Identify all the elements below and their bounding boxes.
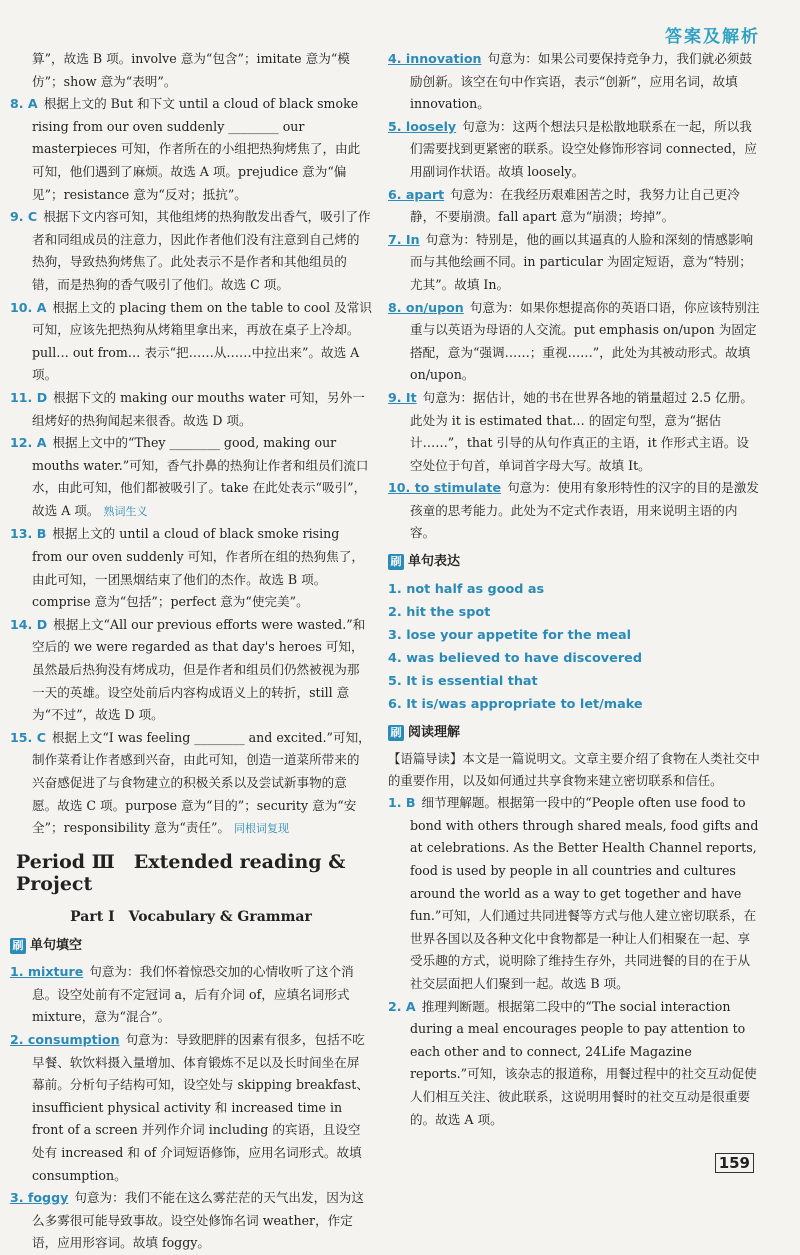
section-badge-icon: 刷	[388, 725, 404, 741]
answer-text: 句意为：特别是，他的画以其逼真的人脸和深刻的情感影响而与其他绘画不同。in particular 为固定短语，意为“特别；尤其”。故填 In。	[410, 231, 754, 292]
left-column	[10, 48, 372, 1255]
answer-text: 根据上文中的“They ________ good, making our mouths water.”可知，香气扑鼻的热狗让作者和组员们流口水，由此可知，他们都被吸引了。take 在此处表示“吸引”，故选 A 项。	[32, 435, 369, 518]
answer-label: 11. D	[10, 389, 48, 405]
answer-item-12	[10, 432, 372, 523]
answer-item-15	[10, 727, 372, 841]
answer-label: 14. D	[10, 616, 48, 632]
intro-text: 算”，故选 B 项。involve 意为“包含”；imitate 意为“模仿”；show 意为“表明”。	[32, 51, 350, 89]
answer-label: 10. to stimulate	[388, 480, 502, 496]
answer-text: 句意为：这两个想法只是松散地联系在一起，所以我们需要找到更紧密的联系。设空处修饰形容词 connected，应用副词作状语。故填 loosely。	[410, 118, 758, 179]
answer-text: 句意为：导致肥胖的因素有很多，包括不吃早餐、软饮料摄入量增加、体育锻炼不足以及长时间坐在屏幕前。分析句子结构可知，设空处与 skipping breakfast、insufficient physical activity 和 increased time in front of a screen 并列作介词 including 的宾语，且设空处有 increased 和 of 介词短语修饰，应用名词形式。故填 consumption。	[32, 1031, 369, 1183]
period-title: Period Ⅲ Extended reading & Project	[16, 850, 346, 896]
fill-item-5	[388, 116, 760, 184]
blackboard-note: 同根词复现	[234, 822, 289, 836]
right-column	[388, 48, 760, 1131]
fill-item-2	[10, 1029, 372, 1187]
answer-text: 句意为：在我经历艰难困苦之时，我努力让自己更冷静，不要崩溃。fall apart 意为“崩溃；垮掉”。	[410, 186, 740, 225]
answer-label: 15. C	[10, 729, 46, 745]
page-header: 答案及解析	[665, 27, 760, 47]
answer-item-9	[10, 206, 372, 296]
reading-item-1	[388, 792, 760, 995]
answer-label: 9. C	[10, 209, 38, 225]
section-badge-icon: 刷	[388, 554, 404, 570]
answer-label: 13. B	[10, 526, 47, 542]
answer-text: 根据上文的 But 和下文 until a cloud of black smoke rising from our oven suddenly ________ our masterpieces 可知，作者所在的小组把热狗烤焦了，由此可知，他们遇到了麻烦。故选 A 项。prejudice 意为“偏见”；resistance 意为“反对；抵抗”。	[32, 96, 361, 202]
page-number: 159	[715, 1153, 754, 1173]
fill-item-7	[388, 229, 760, 297]
answer-label: 8. A	[10, 96, 38, 112]
answer-item-14	[10, 614, 372, 727]
answer-text: 句意为：据估计，她的书在世界各地的销量超过 2.5 亿册。此处为 it is estimated that… 的固定句型，意为“据估计……”，that 引导的从句作真正的主语，it 作形式主语。设空处位于句首，单词首字母大写。故填 It。	[410, 389, 753, 473]
phrase-item-5: 5. It is essential that	[388, 673, 538, 689]
section-title: 阅读理解	[408, 724, 461, 740]
answer-label: 12. A	[10, 435, 47, 451]
answer-label: 2. A	[388, 998, 416, 1014]
fill-item-8	[388, 297, 760, 387]
section-title: 单句表达	[408, 554, 461, 570]
section-title: 单句填空	[30, 937, 83, 953]
answer-item-11	[10, 387, 372, 432]
answer-label: 3. foggy	[10, 1190, 69, 1206]
answer-text: 根据上文“I was feeling ________ and excited.”可知，制作菜肴让作者感到兴奋，由此可知，创造一道菜所带来的兴奋感促进了与食物建立的积极关系以及尝试新事物的意愿。故选 C 项。purpose 意为“目的”；security 意为“安全”；responsibility 意为“责任”。	[32, 729, 371, 836]
part-title: Part Ⅰ Vocabulary & Grammar	[70, 908, 312, 925]
phrase-item-6: 6. It is/was appropriate to let/make	[388, 696, 643, 712]
reading-item-2	[388, 996, 760, 1132]
answer-text: 句意为：如果公司要保持竞争力，我们就必须鼓励创新。该空在句中作宾语，表示“创新”，应用名词，故填 innovation。	[410, 51, 752, 112]
answer-text: 句意为：我们怀着惊恐交加的心情收听了这个消息。设空处前有不定冠词 a，后有介词 of，应填名词形式 mixture，意为“混合”。	[32, 964, 354, 1025]
fill-item-9	[388, 387, 760, 477]
section-badge-icon: 刷	[10, 938, 26, 954]
answer-text: 句意为：使用有象形特性的汉字的目的是激发孩童的思考能力。此处为不定式作表语，用来说明主语的内容。	[410, 480, 759, 541]
phrase-item-3: 3. lose your appetite for the meal	[388, 627, 632, 643]
section-heading-reading	[388, 722, 760, 745]
answer-label: 6. apart	[388, 186, 445, 202]
answer-text: 根据上文的 until a cloud of black smoke rising from our oven suddenly 可知，作者所在组的热狗焦了，由此可知，一团黑烟结束了他们的杰作。故选 B 项。comprise 意为“包括”；perfect 意为“使完美”。	[32, 526, 364, 610]
answer-text: 句意为：我们不能在这么雾茫茫的天气出发，因为这么多雾很可能导致事故。设空处修饰名词 weather，作定语，应用形容词。故填 foggy。	[32, 1190, 364, 1251]
answer-label: 5. loosely	[388, 118, 457, 134]
answer-label: 9. It	[388, 389, 417, 405]
fill-item-10	[388, 477, 760, 545]
answer-text: 推理判断题。根据第二段中的“The social interaction during a meal encourages people to pay attention to each other and to connect, 24Life Magazine reports.”可知，该杂志的报道称，用餐过程中的社交互动促使人们相互关注、彼此联系，这说明用餐时的社交互动是很重要的。故选 A 项。	[410, 998, 757, 1127]
answer-text: 根据上文“All our previous efforts were wasted.”和空后的 we were regarded as that day's heroes 可知，虽然最后热狗没有烤成功，但是作者和组员们仍然被视为那一天的英雄。设空处前后内容构成语义上的转折，still 意为“不过”，故选 D 项。	[32, 616, 366, 723]
answer-item-13	[10, 523, 372, 613]
phrase-item-2: 2. hit the spot	[388, 604, 491, 620]
answer-label: 4. innovation	[388, 51, 482, 66]
answer-label: 7. In	[388, 231, 420, 247]
fill-item-1	[10, 961, 372, 1029]
phrase-item-4: 4. was believed to have discovered	[388, 650, 642, 666]
fill-item-6	[388, 184, 760, 229]
answer-text: 句意为：如果你想提高你的英语口语，你应该特别注重与以英语为母语的人交流。put emphasis on/upon 为固定搭配，意为“强调……；重视……”，此处为其被动形式。故填 on/upon。	[410, 299, 760, 383]
answer-label: 1. B	[388, 795, 416, 811]
answer-item-8	[10, 93, 372, 206]
phrase-item-1: 1. not half as good as	[388, 581, 545, 597]
answer-text: 根据上文的 placing them on the table to cool 及常识可知，应该先把热狗从烤箱里拿出来，再放在桌子上冷却。pull… out from… 表示“把……从……中拉出来”。故选 A 项。	[32, 299, 372, 383]
answer-text: 细节理解题。根据第一段中的“People often use food to bond with others through shared meals, food gifts and at celebrations. As the Better Health Channel reports, food is used by people in all countries and cultures around the world as a way to get together and have fun.”可知，人们通过共同进餐等方式与他人建立密切联系，在世界各国以及各种文化中食物都是一种让人们相聚在一起、享受乐趣的方式，说明除了维持生存外，共同进餐的目的在于从社交层面把人们聚到一起。故选 B 项。	[410, 795, 759, 991]
section-heading-expression	[388, 551, 760, 574]
section-heading-fill	[10, 935, 372, 958]
answer-label: 2. consumption	[10, 1031, 120, 1047]
answer-label: 10. A	[10, 299, 47, 315]
answer-label: 8. on/upon	[388, 299, 464, 315]
answer-label: 1. mixture	[10, 964, 84, 980]
answer-text: 根据下文内容可知，其他组烤的热狗散发出香气，吸引了作者和同组成员的注意力，因此作者他们没有注意到自己烤的热狗，导致热狗烤焦了。此处表示不是作者和其他组员的错，而是热狗的香气吸引了他们。故选 C 项。	[32, 209, 371, 292]
fill-item-4	[388, 48, 760, 116]
blackboard-note: 熟词生义	[103, 504, 148, 518]
passage-guide: 【语篇导读】本文是一篇说明文。文章主要介绍了食物在人类社交中的重要作用，以及如何通过共享食物来建立密切联系和信任。	[388, 751, 760, 789]
answer-text: 根据下文的 making our mouths water 可知，另外一组烤好的热狗闻起来很香。故选 D 项。	[32, 389, 365, 428]
answer-item-10	[10, 297, 372, 387]
fill-item-3	[10, 1187, 372, 1255]
